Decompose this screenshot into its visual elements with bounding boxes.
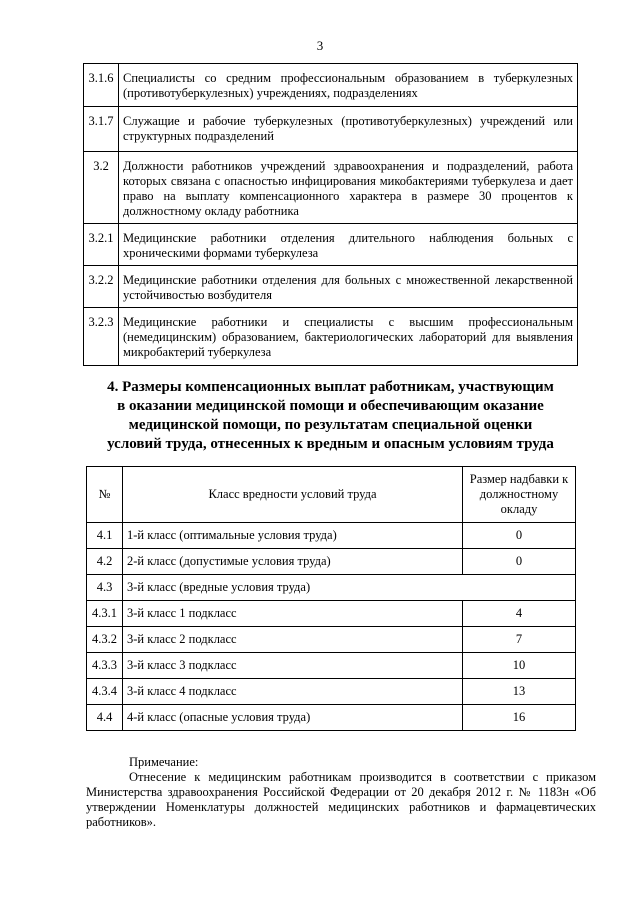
row-text: Медицинские работники отделения длительного наблюдения больных с хроническими формами туберкулеза <box>119 224 578 266</box>
row-allowance: 16 <box>463 705 576 731</box>
header-allowance: Размер надбавки к должностному окладу <box>463 467 576 523</box>
row-class: 3-й класс 2 подкласс <box>123 627 463 653</box>
table-row <box>84 266 578 308</box>
note <box>86 755 596 830</box>
row-number: 4.4 <box>87 705 123 731</box>
row-number: 4.3.3 <box>87 653 123 679</box>
section-title <box>83 378 578 454</box>
table-row <box>87 601 576 627</box>
section-title-line: 4. Размеры компенсационных выплат работникам, участвующим <box>107 379 554 395</box>
row-text: Служащие и рабочие туберкулезных (противотуберкулезных) учреждений или структурных подразделений <box>119 107 578 152</box>
table-row <box>87 549 576 575</box>
row-allowance: 7 <box>463 627 576 653</box>
row-allowance: 13 <box>463 679 576 705</box>
row-number: 3.2.1 <box>84 224 119 266</box>
page-number: 3 <box>316 38 324 53</box>
row-number: 4.3.1 <box>87 601 123 627</box>
row-number: 4.3.4 <box>87 679 123 705</box>
row-allowance: 0 <box>463 549 576 575</box>
table-row <box>84 64 578 107</box>
row-allowance: 0 <box>463 523 576 549</box>
row-class: 4-й класс (опасные условия труда) <box>123 705 463 731</box>
header-class: Класс вредности условий труда <box>123 467 463 523</box>
row-class: 3-й класс 1 подкласс <box>123 601 463 627</box>
row-number: 3.2.3 <box>84 308 119 366</box>
hazard-class-table <box>86 466 576 731</box>
row-text: Должности работников учреждений здравоохранения и подразделений, работа которых связана с опасностью инфицирования микобактериями туберкулеза и дает право на выплату компенсационного характера в размере 30 процентов к должностному окладу работника <box>119 152 578 224</box>
section-title-line: условий труда, отнесенных к вредным и опасным условиям труда <box>107 436 554 452</box>
table-row <box>87 653 576 679</box>
section-title-line: в оказании медицинской помощи и обеспечивающим оказание <box>117 398 544 414</box>
table-row <box>84 107 578 152</box>
table-row <box>87 679 576 705</box>
row-number: 3.2.2 <box>84 266 119 308</box>
row-number: 4.1 <box>87 523 123 549</box>
table-row <box>84 152 578 224</box>
section-title-line: медицинской помощи, по результатам специальной оценки <box>128 417 533 433</box>
row-number: 4.3 <box>87 575 123 601</box>
row-number: 3.2 <box>84 152 119 224</box>
row-text: Медицинские работники отделения для больных с множественной лекарственной устойчивостью возбудителя <box>119 266 578 308</box>
positions-table <box>83 63 578 366</box>
note-label: Примечание: <box>129 755 199 769</box>
header-num: № <box>87 467 123 523</box>
row-number: 3.1.7 <box>84 107 119 152</box>
row-number: 3.1.6 <box>84 64 119 107</box>
table-row <box>84 308 578 366</box>
row-text: Специалисты со средним профессиональным образованием в туберкулезных (противотуберкулезных) учреждениях, подразделениях <box>119 64 578 107</box>
note-text: Отнесение к медицинским работникам производится в соответствии с приказом Министерства здравоохранения Российской Федерации от 20 декабря 2012 г. № 1183н «Об утверждении Номенклатуры должностей медицинских работников и фармацевтических работников». <box>86 770 596 829</box>
row-class: 3-й класс 4 подкласс <box>123 679 463 705</box>
table-row <box>87 523 576 549</box>
row-class: 3-й класс 3 подкласс <box>123 653 463 679</box>
table-header-row <box>87 467 576 523</box>
row-class: 2-й класс (допустимые условия труда) <box>123 549 463 575</box>
row-class: 1-й класс (оптимальные условия труда) <box>123 523 463 549</box>
row-number: 4.3.2 <box>87 627 123 653</box>
table-row <box>87 627 576 653</box>
row-text: Медицинские работники и специалисты с высшим профессиональным (немедицинским) образованием, бактериологических лабораторий для выявления микробактерий туберкулеза <box>119 308 578 366</box>
row-allowance: 4 <box>463 601 576 627</box>
row-allowance: 10 <box>463 653 576 679</box>
table-row <box>87 705 576 731</box>
row-number: 4.2 <box>87 549 123 575</box>
row-class: 3-й класс (вредные условия труда) <box>123 575 576 601</box>
table-row <box>87 575 576 601</box>
table-row <box>84 224 578 266</box>
